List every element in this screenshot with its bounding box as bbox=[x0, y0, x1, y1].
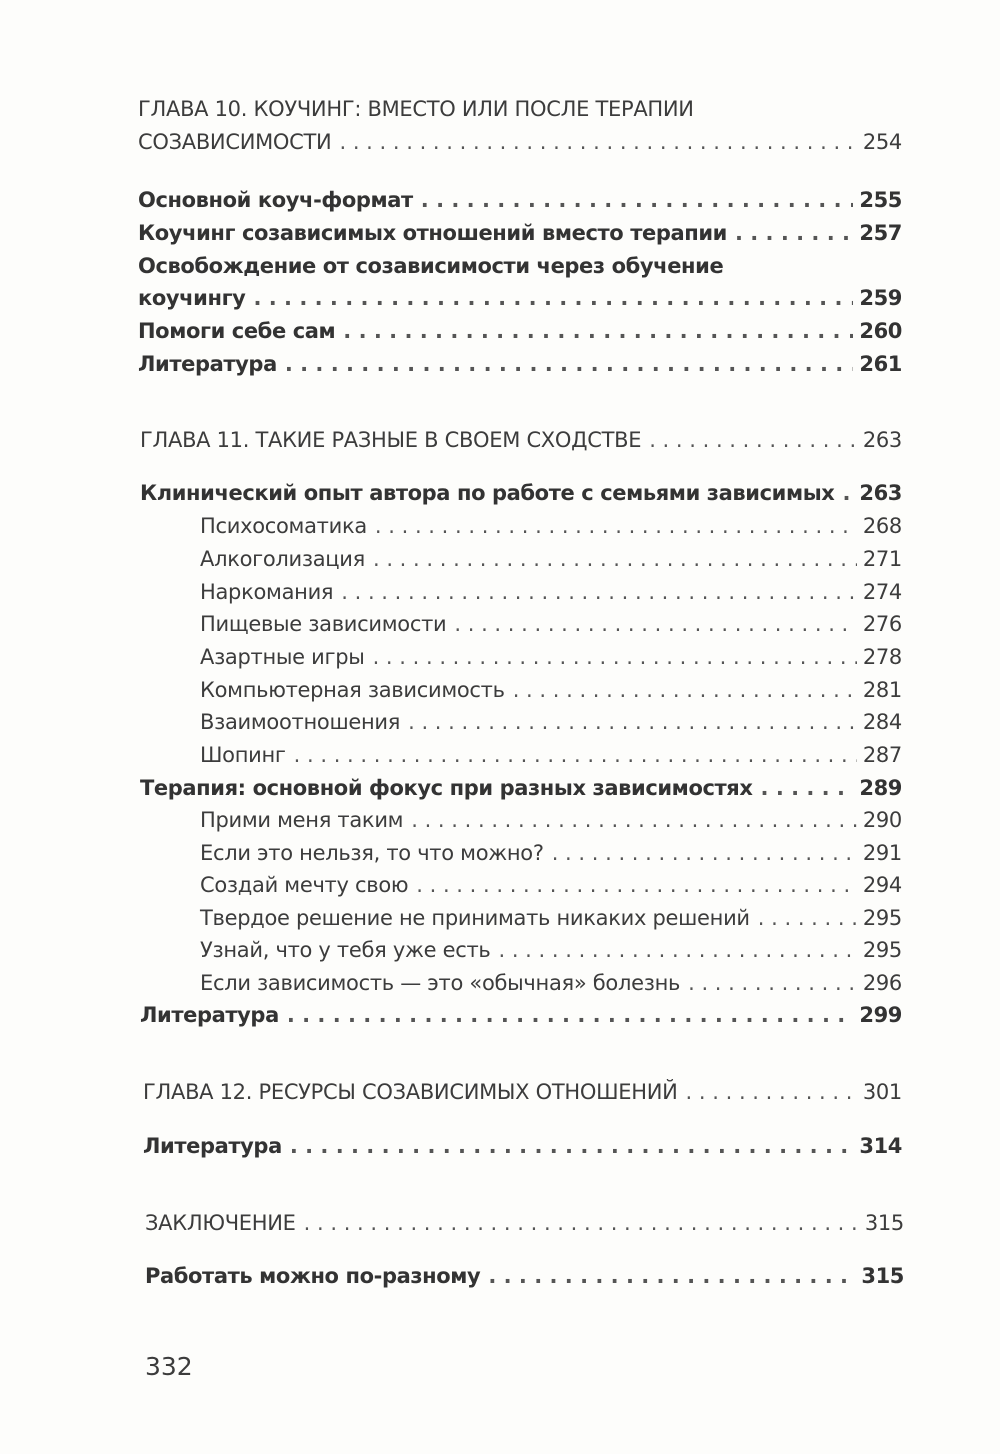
subsection-title: Компьютерная зависимость bbox=[200, 678, 505, 702]
section-page: 314 bbox=[859, 1134, 902, 1158]
toc-subsection-entry[interactable] bbox=[200, 808, 902, 832]
conclusion-page: 315 bbox=[864, 1211, 904, 1235]
toc-subsection-entry[interactable] bbox=[200, 710, 902, 734]
toc-subsection-entry[interactable] bbox=[200, 514, 902, 538]
toc-section-entry[interactable] bbox=[138, 221, 902, 245]
section-title-line1: Освобождение от созависимости через обучение bbox=[138, 254, 724, 278]
section-page: 260 bbox=[859, 319, 902, 343]
toc-section-entry[interactable] bbox=[140, 776, 902, 800]
dot-leader bbox=[761, 776, 854, 800]
chapter-11-entry[interactable] bbox=[140, 428, 902, 452]
subsection-title: Психосоматика bbox=[200, 514, 367, 538]
section-page: 261 bbox=[859, 352, 902, 376]
subsection-page: 296 bbox=[862, 971, 902, 995]
subsection-page: 276 bbox=[862, 612, 902, 636]
dot-leader bbox=[488, 1264, 855, 1288]
subsection-title: Пищевые зависимости bbox=[200, 612, 447, 636]
section-title: Коучинг созависимых отношений вместо терапии bbox=[138, 221, 727, 245]
section-title: Работать можно по-разному bbox=[145, 1264, 481, 1288]
dot-leader bbox=[339, 130, 856, 154]
chapter-10-title-line2: СОЗАВИСИМОСТИ bbox=[138, 130, 332, 154]
toc-subsection-entry[interactable] bbox=[200, 938, 902, 962]
section-title: Помоги себе сам bbox=[138, 319, 336, 343]
dot-leader bbox=[253, 286, 853, 310]
toc-section-entry[interactable] bbox=[138, 319, 902, 343]
toc-section-entry[interactable] bbox=[138, 188, 902, 212]
chapter-11-page: 263 bbox=[862, 428, 902, 452]
dot-leader bbox=[552, 841, 857, 865]
chapter-10-page: 254 bbox=[862, 130, 902, 154]
dot-leader bbox=[290, 1134, 854, 1158]
dot-leader bbox=[649, 428, 857, 452]
section-page: 289 bbox=[859, 776, 902, 800]
section-page: 259 bbox=[859, 286, 902, 310]
dot-leader bbox=[842, 481, 853, 505]
dot-leader bbox=[287, 1003, 854, 1027]
subsection-page: 268 bbox=[862, 514, 902, 538]
dot-leader bbox=[735, 221, 853, 245]
toc-section-entry[interactable] bbox=[140, 481, 902, 505]
subsection-title: Твердое решение не принимать никаких решений bbox=[200, 906, 750, 930]
dot-leader bbox=[373, 645, 857, 669]
toc-subsection-entry[interactable] bbox=[200, 873, 902, 897]
chapter-10-title-line1: ГЛАВА 10. КОУЧИНГ: ВМЕСТО ИЛИ ПОСЛЕ ТЕРАПИИ bbox=[138, 97, 694, 121]
subsection-title: Узнай, что у тебя уже есть bbox=[200, 938, 491, 962]
section-title: Основной коуч-формат bbox=[138, 188, 413, 212]
toc-section-entry[interactable] bbox=[138, 352, 902, 376]
subsection-page: 290 bbox=[862, 808, 902, 832]
page-number: 332 bbox=[145, 1352, 193, 1381]
subsection-title: Если зависимость — это «обычная» болезнь bbox=[200, 971, 681, 995]
dot-leader bbox=[416, 873, 857, 897]
subsection-page: 281 bbox=[862, 678, 902, 702]
dot-leader bbox=[686, 1080, 857, 1104]
dot-leader bbox=[411, 808, 857, 832]
chapter-12-page: 301 bbox=[862, 1080, 902, 1104]
dot-leader bbox=[688, 971, 857, 995]
conclusion-title: ЗАКЛЮЧЕНИЕ bbox=[145, 1211, 296, 1235]
subsection-title: Прими меня таким bbox=[200, 808, 404, 832]
dot-leader bbox=[373, 547, 857, 571]
dot-leader bbox=[421, 188, 854, 212]
dot-leader bbox=[758, 906, 857, 930]
subsection-page: 274 bbox=[862, 580, 902, 604]
dot-leader bbox=[498, 938, 856, 962]
toc-subsection-entry[interactable] bbox=[200, 743, 902, 767]
toc-subsection-entry[interactable] bbox=[200, 580, 902, 604]
chapter-10-entry[interactable] bbox=[138, 130, 902, 154]
subsection-page: 278 bbox=[862, 645, 902, 669]
section-page: 299 bbox=[859, 1003, 902, 1027]
section-page: 315 bbox=[861, 1264, 904, 1288]
conclusion-entry[interactable] bbox=[145, 1211, 904, 1235]
toc-section-entry[interactable] bbox=[138, 286, 902, 310]
dot-leader bbox=[294, 743, 857, 767]
section-page: 255 bbox=[859, 188, 902, 212]
section-title: Терапия: основной фокус при разных зависимостях bbox=[140, 776, 753, 800]
dot-leader bbox=[285, 352, 854, 376]
chapter-12-title: ГЛАВА 12. РЕСУРСЫ СОЗАВИСИМЫХ ОТНОШЕНИЙ bbox=[143, 1080, 678, 1104]
dot-leader bbox=[341, 580, 857, 604]
toc-subsection-entry[interactable] bbox=[200, 678, 902, 702]
toc-section-entry[interactable] bbox=[140, 1003, 902, 1027]
toc-section-entry[interactable] bbox=[145, 1264, 904, 1288]
toc-subsection-entry[interactable] bbox=[200, 971, 902, 995]
chapter-11-title: ГЛАВА 11. ТАКИЕ РАЗНЫЕ В СВОЕМ СХОДСТВЕ bbox=[140, 428, 642, 452]
dot-leader bbox=[375, 514, 857, 538]
subsection-page: 294 bbox=[862, 873, 902, 897]
subsection-title: Азартные игры bbox=[200, 645, 365, 669]
subsection-title: Шопинг bbox=[200, 743, 286, 767]
subsection-title: Наркомания bbox=[200, 580, 334, 604]
subsection-page: 295 bbox=[862, 938, 902, 962]
subsection-title: Взаимоотношения bbox=[200, 710, 401, 734]
toc-subsection-entry[interactable] bbox=[200, 841, 902, 865]
chapter-12-entry[interactable] bbox=[143, 1080, 902, 1104]
section-title: Литература bbox=[140, 1003, 279, 1027]
section-title: Литература bbox=[143, 1134, 282, 1158]
toc-subsection-entry[interactable] bbox=[200, 645, 902, 669]
section-title: Клинический опыт автора по работе с семьями зависимых bbox=[140, 481, 835, 505]
toc-section-entry[interactable] bbox=[143, 1134, 902, 1158]
section-title: коучингу bbox=[138, 286, 246, 310]
toc-subsection-entry[interactable] bbox=[200, 612, 902, 636]
subsection-title: Если это нельзя, то что можно? bbox=[200, 841, 544, 865]
toc-subsection-entry[interactable] bbox=[200, 906, 902, 930]
subsection-title: Алкоголизация bbox=[200, 547, 365, 571]
subsection-page: 271 bbox=[862, 547, 902, 571]
section-title: Литература bbox=[138, 352, 277, 376]
subsection-page: 295 bbox=[862, 906, 902, 930]
dot-leader bbox=[343, 319, 853, 343]
dot-leader bbox=[454, 612, 856, 636]
subsection-page: 284 bbox=[862, 710, 902, 734]
dot-leader bbox=[304, 1211, 859, 1235]
dot-leader bbox=[513, 678, 857, 702]
subsection-page: 291 bbox=[862, 841, 902, 865]
section-page: 263 bbox=[859, 481, 902, 505]
toc-subsection-entry[interactable] bbox=[200, 547, 902, 571]
subsection-title: Создай мечту свою bbox=[200, 873, 409, 897]
dot-leader bbox=[408, 710, 857, 734]
section-page: 257 bbox=[859, 221, 902, 245]
subsection-page: 287 bbox=[862, 743, 902, 767]
